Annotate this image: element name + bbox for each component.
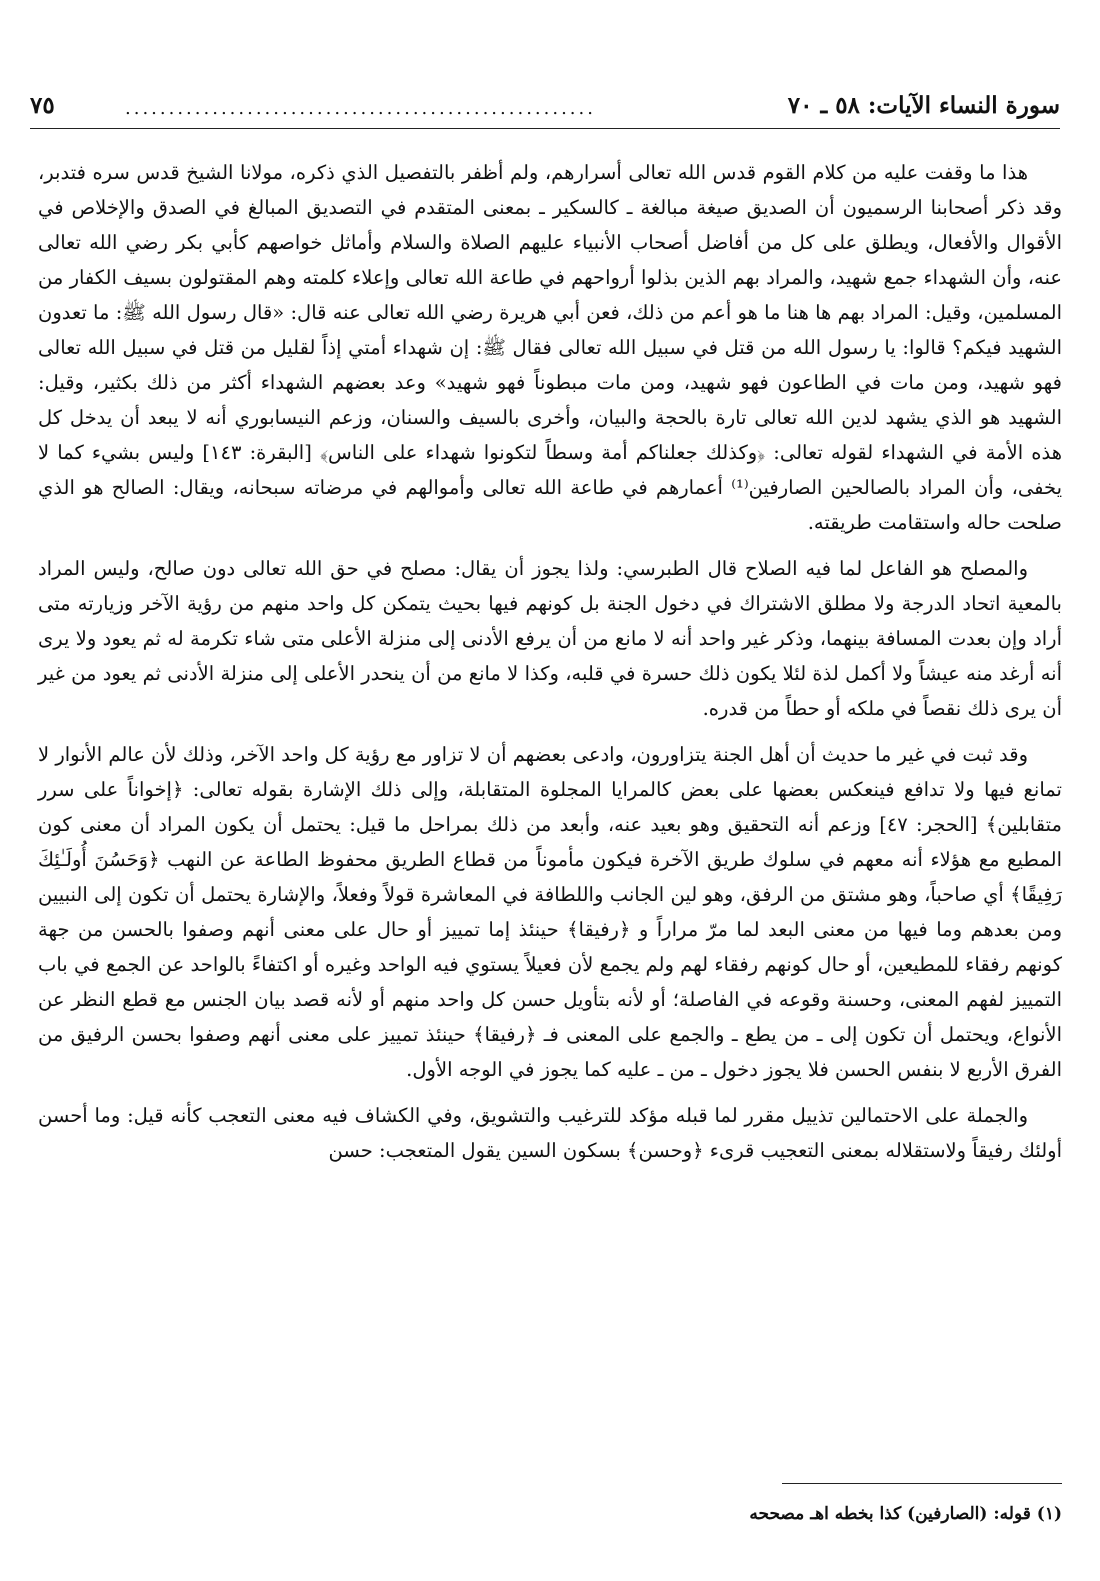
- paragraph: وقد ثبت في غير ما حديث أن أهل الجنة يتزاورون، وادعى بعضهم أن لا تزاور مع رؤية كل واحد الآخر، وذلك لأن عالم الأنوار لا تمانع فيها ولا تدافع فينعكس بعضها على بعض كالمرايا المجلوة المتقابلة، وإلى ذلك الإشارة بقوله تعالى: ﴿إخواناً على سرر متقابلين﴾ [الحجر: ٤٧] وزعم أنه التحقيق وهو بعيد عنه، وأبعد من ذلك بمراحل ما قيل: يحتمل أن يكون المراد أن معنى كون المطيع مع هؤلاء أنه معهم في سلوك طريق الآخرة فيكون مأموناً من قطاع الطريق محفوظ الطاعة عن النهب ﴿وَحَسُنَ أُولَـٰئِكَ رَفِيقًا﴾ أي صاحباً، وهو مشتق من الرفق، وهو لين الجانب واللطافة في المعاشرة قولاً وفعلاً، والإشارة يحتمل أن تكون إلى النبيين ومن بعدهم وما فيها من معنى البعد لما مرّ مراراً و ﴿رفيقا﴾ حينئذ إما تمييز أو حال على معنى أنهم وصفوا بالحسن من جهة كونهم رفقاء للمطيعين، أو حال كونهم رفقاء لهم ولم يجمع لأن فعيلاً يستوي فيه الواحد وغيره أو اكتفاءً بالواحد عن الجمع في باب التمييز لفهم المعنى، وحسنة وقوعه في الفاصلة؛ أو لأنه بتأويل حسن كل واحد منهم أو لأنه قصد بيان الجنس مع قطع النظر عن الأنواع، ويحتمل أن تكون إلى ـ من يطع ـ والجمع على المعنى فـ ﴿رفيقا﴾ حينئذ تمييز على معنى أنهم وصفوا بحسن الرفيق من الفرق الأربع لا بنفس الحسن فلا يجوز دخول ـ من ـ عليه كما يجوز في الوجه الأول.: [38, 743, 1062, 1081]
- page-number: ٧٥: [30, 92, 55, 119]
- paragraph: والمصلح هو الفاعل لما فيه الصلاح قال الطبرسي: ولذا يجوز أن يقال: مصلح في حق الله تعالى دون صالح، وليس المراد بالمعية اتحاد الدرجة ولا مطلق الاشتراك في دخول الجنة بل كونهم فيها بحيث يتمكن كل واحد منهم من رؤية الآخر وزيارته متى أراد وإن بعدت المسافة بينهما، وذكر غير واحد أنه لا مانع من أن يرفع الأدنى إلى منزلة الأعلى متى شاء تكرمة له ثم يعود ولا يرى أنه أرغد منه عيشاً ولا أكمل لذة لئلا يكون ذلك حسرة في قلبه، وكذا لا مانع من أن ينحدر الأعلى إلى منزلة الأدنى ثم يعود من غير أن يرى ذلك نقصاً في ملكه أو حطاً من قدره.: [38, 557, 1062, 720]
- footnote: (١) قوله: (الصارفين) كذا بخطه اهـ مصححه: [749, 1504, 1062, 1524]
- paragraph: والجملة على الاحتمالين تذييل مقرر لما قبله مؤكد للترغيب والتشويق، وفي الكشاف فيه معنى التعجب كأنه قيل: وما أحسن أولئك رفيقاً ولاستقلاله بمعنى التعجيب قرىء ﴿وحسن﴾ بسكون السين يقول المتعجب: حسن: [38, 1104, 1062, 1162]
- paragraph: هذا ما وقفت عليه من كلام القوم قدس الله تعالى أسرارهم، ولم أظفر بالتفصيل الذي ذكره، مولانا الشيخ قدس سره فتدبر، وقد ذكر أصحابنا الرسميون أن الصديق صيغة مبالغة ـ كالسكير ـ بمعنى المتقدم في التصديق المبالغ في الصدق والإخلاص في الأقوال والأفعال، ويطلق على كل من أفاضل أصحاب الأنبياء عليهم الصلاة والسلام وأماثل خواصهم كأبي بكر رضي الله تعالى عنه، وأن الشهداء جمع شهيد، والمراد بهم الذين بذلوا أرواحهم في طاعة الله تعالى وإعلاء كلمته وهم المقتولون بسيف الكفار من المسلمين، وقيل: المراد بهم ها هنا ما هو أعم من ذلك، فعن أبي هريرة رضي الله تعالى عنه قال: «قال رسول الله ﷺ: ما تعدون الشهيد فيكم؟ قالوا: يا رسول الله من قتل في سبيل الله تعالى فقال ﷺ: إن شهداء أمتي إذاً لقليل من قتل في سبيل الله تعالى فهو شهيد، ومن مات في الطاعون فهو شهيد، ومن مات مبطوناً فهو شهيد» وعد بعضهم الشهداء أكثر من ذلك بكثير، وقيل: الشهيد هو الذي يشهد لدين الله تعالى تارة بالحجة والبيان، وأخرى بالسيف والسنان، وزعم النيسابوري أنه لا يبعد أن يدخل كل هذه الأمة في الشهداء لقوله تعالى: ﴿وكذلك جعلناكم أمة وسطاً لتكونوا شهداء على الناس﴾ [البقرة: ١٤٣] وليس بشيء كما لا يخفى، وأن المراد بالصالحين الصارفين⁽¹⁾ أعمارهم في طاعة الله تعالى وأموالهم في مرضاته سبحانه، ويقال: الصالح هو الذي صلحت حاله واستقامت طريقته.: [38, 161, 1062, 534]
- footnote-divider: [782, 1483, 1062, 1484]
- leader-dots: ......................................................: [125, 98, 596, 118]
- running-title: سورة النساء الآيات: ٥٨ ـ ٧٠: [787, 92, 1060, 119]
- main-text: [38, 155, 1062, 1179]
- page-header: [30, 88, 1060, 129]
